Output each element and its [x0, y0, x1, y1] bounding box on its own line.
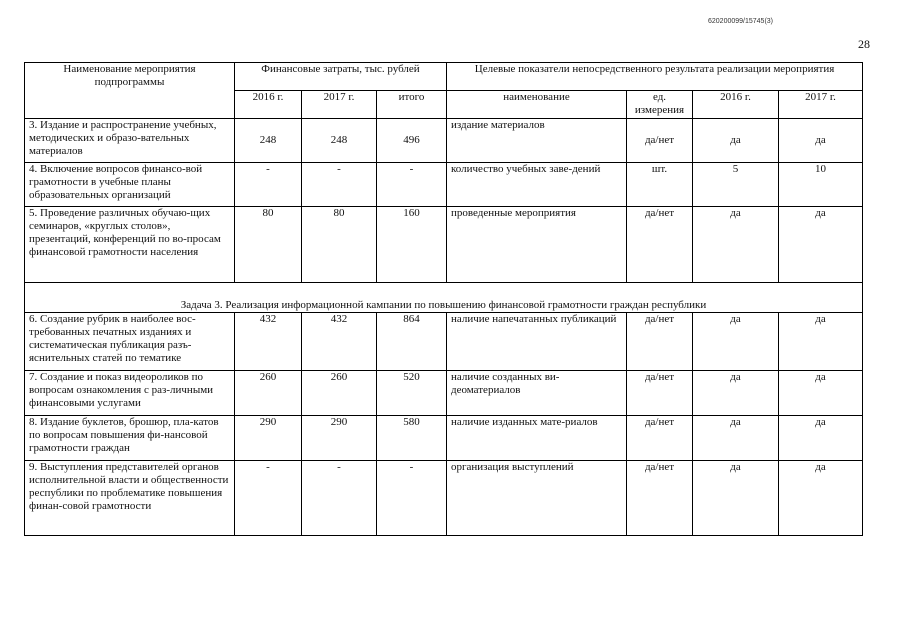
- cost-2017: -: [302, 163, 377, 207]
- target-2016: да: [693, 313, 779, 371]
- header-event-name: Наименование мероприятия подпрограммы: [25, 63, 235, 119]
- cost-2017: 290: [302, 416, 377, 461]
- cost-total: 580: [377, 416, 447, 461]
- program-events-table: [24, 62, 863, 536]
- cost-total: 864: [377, 313, 447, 371]
- indicator-unit: шт.: [627, 163, 693, 207]
- header-costs-total: итого: [377, 91, 447, 119]
- target-2017: да: [779, 119, 863, 163]
- cost-2017: 80: [302, 207, 377, 283]
- page-number: 28: [858, 37, 870, 51]
- target-2016: да: [693, 371, 779, 416]
- cost-total: -: [377, 163, 447, 207]
- cost-2016: 260: [235, 371, 302, 416]
- table-row: [25, 207, 863, 283]
- target-2017: да: [779, 207, 863, 283]
- cost-total: -: [377, 461, 447, 536]
- cost-total: 160: [377, 207, 447, 283]
- task-3-heading: Задача 3. Реализация информационной кампании по повышению финансовой грамотности граждан республики: [25, 283, 863, 313]
- header-costs-2017: 2017 г.: [302, 91, 377, 119]
- cost-2017: 432: [302, 313, 377, 371]
- document-code: 620200099/15745(3): [708, 18, 774, 25]
- event-name: 6. Создание рубрик в наиболее вос-требованных печатных изданиях и систематическая публикация разъ-яснительных статей по тематике: [25, 313, 235, 371]
- indicator-name: наличие изданных мате-риалов: [447, 416, 627, 461]
- target-2017: 10: [779, 163, 863, 207]
- target-2017: да: [779, 313, 863, 371]
- header-target-2016: 2016 г.: [693, 91, 779, 119]
- indicator-unit: да/нет: [627, 119, 693, 163]
- event-name: 5. Проведение различных обучаю-щих семинаров, «круглых столов», презентаций, конференций по во-просам финансовой грамотности населения: [25, 207, 235, 283]
- target-2017: да: [779, 416, 863, 461]
- cost-2017: -: [302, 461, 377, 536]
- indicator-name: проведенные мероприятия: [447, 207, 627, 283]
- indicator-unit: да/нет: [627, 313, 693, 371]
- header-target-2017: 2017 г.: [779, 91, 863, 119]
- target-2016: 5: [693, 163, 779, 207]
- indicator-name: наличие созданных ви-деоматериалов: [447, 371, 627, 416]
- target-2017: да: [779, 461, 863, 536]
- table-row: [25, 163, 863, 207]
- header-indicator-name: наименование: [447, 91, 627, 119]
- cost-2017: 248: [302, 119, 377, 163]
- indicator-unit: да/нет: [627, 416, 693, 461]
- cost-2016: -: [235, 163, 302, 207]
- header-costs: Финансовые затраты, тыс. рублей: [235, 63, 447, 91]
- task-row: [25, 283, 863, 313]
- cost-2016: 432: [235, 313, 302, 371]
- cost-total: 496: [377, 119, 447, 163]
- table-row: [25, 313, 863, 371]
- event-name: 4. Включение вопросов финансо-вой грамотности в учебные планы образовательных организаций: [25, 163, 235, 207]
- table-row: [25, 371, 863, 416]
- cost-2017: 260: [302, 371, 377, 416]
- table-row: [25, 461, 863, 536]
- indicator-unit: да/нет: [627, 461, 693, 536]
- target-2017: да: [779, 371, 863, 416]
- table-row: [25, 119, 863, 163]
- indicator-name: количество учебных заве-дений: [447, 163, 627, 207]
- header-costs-2016: 2016 г.: [235, 91, 302, 119]
- indicator-unit: да/нет: [627, 207, 693, 283]
- indicator-unit: да/нет: [627, 371, 693, 416]
- target-2016: да: [693, 416, 779, 461]
- cost-total: 520: [377, 371, 447, 416]
- cost-2016: 290: [235, 416, 302, 461]
- header-unit: ед. измерения: [627, 91, 693, 119]
- cost-2016: 80: [235, 207, 302, 283]
- cost-2016: 248: [235, 119, 302, 163]
- target-2016: да: [693, 207, 779, 283]
- table-row: [25, 416, 863, 461]
- event-name: 7. Создание и показ видеороликов по вопросам ознакомления с раз-личными финансовыми услугами: [25, 371, 235, 416]
- cost-2016: -: [235, 461, 302, 536]
- target-2016: да: [693, 461, 779, 536]
- indicator-name: издание материалов: [447, 119, 627, 163]
- indicator-name: наличие напечатанных публикаций: [447, 313, 627, 371]
- header-targets: Целевые показатели непосредственного результата реализации мероприятия: [447, 63, 863, 91]
- event-name: 9. Выступления представителей органов исполнительной власти и общественности республики по проблематике повышения финан-совой грамотности: [25, 461, 235, 536]
- indicator-name: организация выступлений: [447, 461, 627, 536]
- event-name: 3. Издание и распространение учебных, методических и образо-вательных материалов: [25, 119, 235, 163]
- target-2016: да: [693, 119, 779, 163]
- event-name: 8. Издание буклетов, брошюр, пла-катов по вопросам повышения фи-нансовой грамотности граждан: [25, 416, 235, 461]
